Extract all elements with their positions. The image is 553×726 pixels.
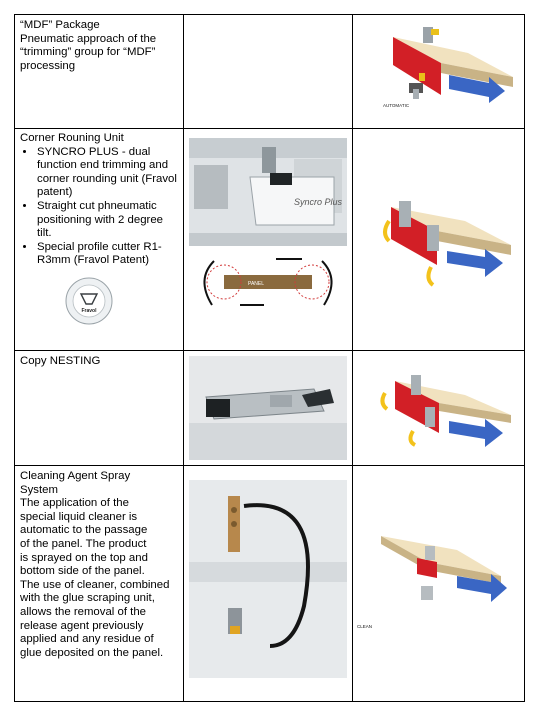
panel-icon: [224, 275, 312, 289]
description-line: automatic to the passage: [20, 524, 148, 537]
mdf-trimming-diagram: [353, 15, 525, 128]
feature-list: [20, 146, 179, 268]
row-title: Copy NESTING: [20, 355, 101, 367]
panel-label: PANEL: [248, 281, 265, 287]
row-title: Corner Rouning Unit: [20, 132, 124, 144]
row-copy-nesting: [15, 351, 525, 466]
diagram-cell: [353, 351, 525, 466]
copy-nesting-photo: [184, 351, 353, 465]
syncro-plus-photo: [184, 129, 353, 350]
row-title: Cleaning Agent Spray System: [20, 470, 131, 496]
nesting-diagram: [353, 351, 525, 465]
description-line: The use of cleaner, combined: [20, 578, 170, 591]
description-line: release agent previously: [20, 619, 144, 632]
description-line: processing: [20, 59, 76, 72]
diagram-cell: [353, 129, 525, 351]
spray-system-photo: [184, 466, 353, 701]
rotation-arrow-icon: [204, 261, 214, 305]
row-title: “MDF” Package: [20, 19, 100, 31]
photo-cell: [184, 466, 353, 702]
description-line: “trimming” group for “MDF”: [20, 46, 156, 59]
description-cell: [15, 351, 184, 466]
list-item: • Special profile cutter R1-R3mm (Fravol Patent): [36, 241, 179, 268]
diagram-cell: [353, 15, 525, 129]
diagram-cell: [353, 466, 525, 702]
description-line: The application of the: [20, 497, 129, 510]
svg-text:Fravol: Fravol: [81, 307, 97, 314]
description-line: glue deposited on the panel.: [20, 646, 164, 659]
patent-pending-seal: [64, 276, 114, 326]
photo-cell: [184, 129, 353, 351]
rotation-arrow-icon: [322, 261, 332, 305]
photo-cell-empty: [184, 15, 353, 129]
list-item: • SYNCRO PLUS - dual function end trimming and corner rounding unit (Fravol patent): [36, 146, 179, 200]
automatic-label: AUTOMATIC: [383, 103, 410, 108]
description-line: bottom side of the panel.: [20, 565, 145, 578]
description-line: is sprayed on the top and: [20, 551, 148, 564]
description-line: with the glue scraping unit,: [20, 592, 155, 605]
description-line: allows the removal of the: [20, 605, 146, 618]
description-cell: [15, 466, 184, 702]
description-cell: [15, 15, 184, 129]
description-line: Pneumatic approach of the: [20, 32, 157, 45]
row-cleaning-spray: [15, 466, 525, 702]
photo-cell: [184, 351, 353, 466]
row-mdf-package: [15, 15, 525, 129]
feature-table: [14, 14, 525, 702]
description-line: of the panel. The product: [20, 537, 147, 550]
description-line: applied and any residue of: [20, 633, 154, 646]
corner-rounding-diagram: [353, 129, 525, 350]
clean-label: CLEAN: [357, 624, 373, 629]
list-item: • Straight cut phneumatic positioning with 2 degree tilt.: [36, 200, 179, 241]
machine-brand-label: Syncro Plus: [294, 197, 343, 207]
cleaning-diagram: [353, 466, 525, 701]
row-corner-rounding: [15, 129, 525, 351]
description-cell: [15, 129, 184, 351]
description-line: special liquid cleaner is: [20, 510, 138, 523]
